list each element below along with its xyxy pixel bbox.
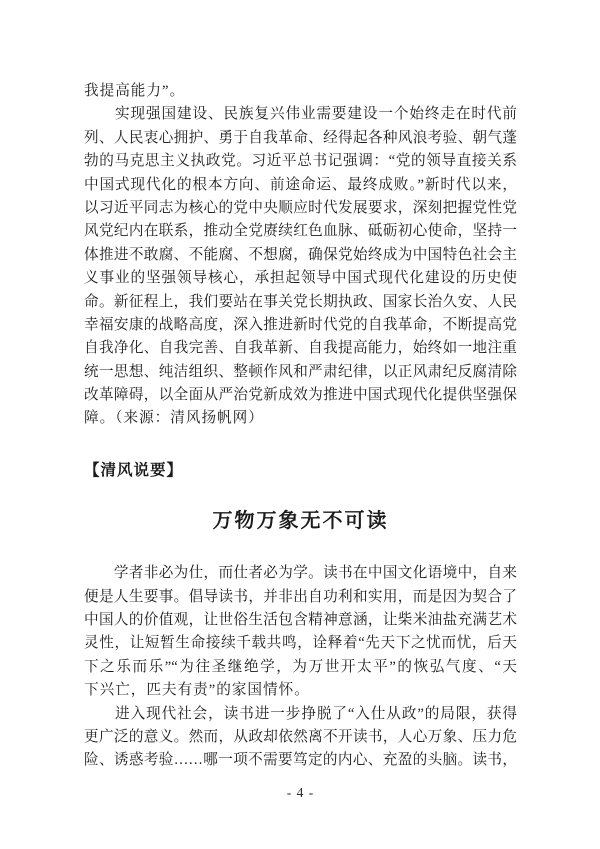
text-line: 体推进不敢腐、不能腐、不想腐，确保党始终成为中国特色社会主 [84, 246, 517, 263]
text-line: 下兴亡，匹夫有责”的家国情怀。 [84, 682, 310, 699]
page-number: - 4 - [286, 784, 315, 800]
document-body [84, 80, 517, 803]
text-line: 风党纪内在联系，推动全党赓续红色血脉、砥砺初心使命，坚持一 [84, 223, 517, 240]
text-line: 自我净化、自我完善、自我革新、自我提高能力，始终如一地注重 [84, 340, 517, 357]
text-line: 以习近平同志为核心的党中央顺应时代发展要求，深刻把握党性党 [84, 199, 517, 216]
paragraph-party-building [84, 103, 517, 430]
paragraph-continuation [84, 80, 517, 103]
text-line: 列、人民衷心拥护、勇于自我革命、经得起各种风浪考验、朝气蓬 [84, 129, 517, 146]
text-line: 中国人的价值观，让世俗生活包含精神意涵，让柴米油盐充满艺术 [84, 612, 517, 629]
text-line: 实现强国建设、民族复兴伟业需要建设一个始终走在时代前 [84, 106, 517, 123]
text-line: 我提高能力”。 [84, 83, 186, 99]
text-line: 进入现代社会，读书进一步挣脱了“入仕从政”的局限，获得 [84, 705, 517, 722]
paragraph-reading-tradition [84, 562, 517, 702]
text-line: 更广泛的意义。然而，从政却依然离不开读书，人心万象、压力危 [84, 729, 517, 745]
text-line: 学者非必为仕，而仕者必为学。读书在中国文化语境中，自来 [84, 565, 517, 582]
text-line: 命。新征程上，我们要站在事关党长期执政、国家长治久安、人民 [84, 293, 517, 310]
text-line: 险、诱惑考验……哪一项不需要笃定的内心、充盈的头脑。读书， [84, 752, 517, 769]
text-line: 改革障碍，以全面从严治党新成效为推进中国式现代化提供坚强保 [84, 387, 517, 404]
text-line: 义事业的坚强领导核心，承担起领导中国式现代化建设的历史使 [84, 270, 517, 287]
text-line: 统一思想、纯洁组织、整顿作风和严肃纪律，以正风肃纪反腐清除 [84, 363, 517, 380]
text-line: 幸福安康的战略高度，深入推进新时代党的自我革命，不断提高党 [84, 316, 517, 333]
text-line-source: 障。（来源：清风扬帆网） [84, 410, 264, 427]
text-line: 勃的马克思主义执政党。习近平总书记强调：“党的领导直接关系 [84, 153, 517, 170]
article-title: 万物万象无不可读 [212, 510, 389, 533]
section-header: 【清风说要】 [84, 461, 184, 479]
text-line: 中国式现代化的根本方向、前途命运、最终成败。”新时代以来， [84, 176, 517, 193]
paragraph-reading-modern [84, 703, 517, 773]
text-line: 便是人生要事。倡导读书，并非出自功利和实用，而是因为契合了 [84, 588, 517, 605]
text-line: 下之乐而乐”“为往圣继绝学，为万世开太平”的恢弘气度、“天 [84, 658, 517, 675]
text-line: 灵性，让短暂生命接续千载共鸣，诠释着“先天下之忧而忧，后天 [84, 635, 517, 652]
